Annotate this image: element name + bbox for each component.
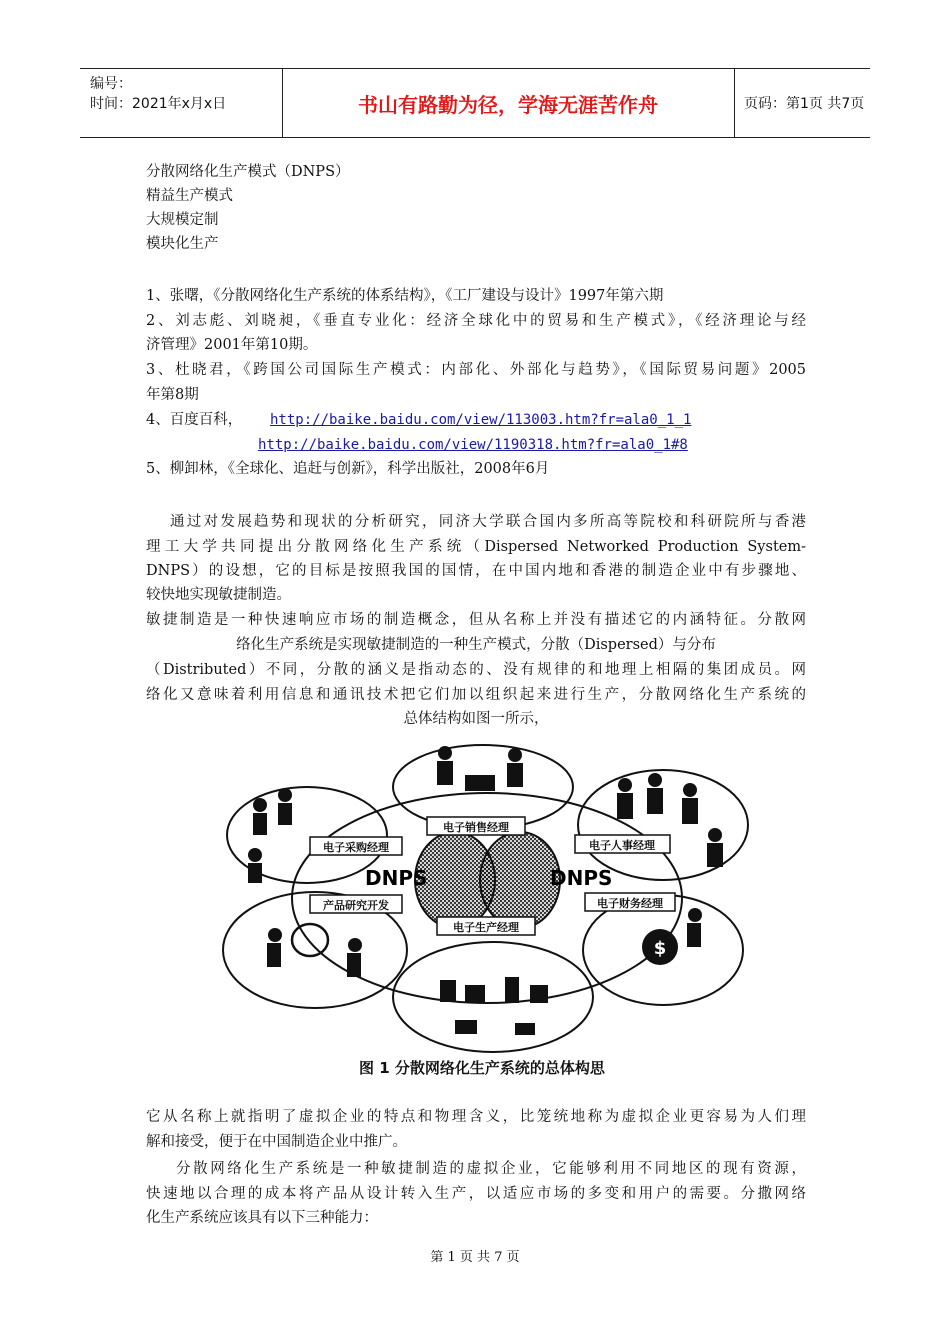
- para4-line-1: 分散网络化生产系统是一种敏捷制造的虚拟企业，它能够利用不同地区的现有资源，: [176, 1161, 806, 1177]
- header-time: 时间：2021年x月x日: [90, 96, 227, 112]
- label-purchase-manager: 电子采购经理: [323, 841, 389, 854]
- para1-line-3: DNPS）的设想，它的目标是按照我国的国情，在中国内地和香港的制造企业中有步骤地、: [146, 563, 806, 579]
- header-page-number: 页码：第1页 共7页: [744, 96, 865, 112]
- reference-4-link-2[interactable]: http://baike.baidu.com/view/1190318.htm?fr=ala0_1#8: [258, 437, 688, 453]
- reference-3-cont: 年第8期: [146, 387, 199, 403]
- dnps-diagram: [215, 735, 750, 1085]
- para2-line-5: 总体结构如图一所示，: [403, 711, 549, 727]
- para1-line-2: 理工大学共同提出分散网络化生产系统（Dispersed Networked Production System-: [146, 539, 806, 555]
- term-modular: 模块化生产: [146, 236, 219, 252]
- reference-3: 3、杜晓君，《跨国公司国际生产模式：内部化、外部化与趋势》，《国际贸易问题》2005: [146, 362, 806, 378]
- para2-line-4: 络化又意味着利用信息和通讯技术把它们加以组织起来进行生产，分散网络化生产系统的: [146, 687, 806, 703]
- para2-line-3: （Distributed）不同，分散的涵义是指动态的、没有规律的和地理上相隔的集团成员。网: [146, 662, 806, 678]
- page-header: [80, 68, 870, 138]
- para1-line-4: 较快地实现敏捷制造。: [146, 587, 291, 603]
- reference-2: 2、刘志彪、刘晓昶，《垂直专业化：经济全球化中的贸易和生产模式》，《经济理论与经: [146, 313, 806, 329]
- para3-line-1: 它从名称上就指明了虚拟企业的特点和物理含义，比笼统地称为虚拟企业更容易为人们理: [146, 1109, 806, 1125]
- dnps-label-right: DNPS: [550, 866, 613, 890]
- dnps-figure: [215, 735, 750, 1085]
- para3-line-2: 解和接受，便于在中国制造企业中推广。: [146, 1134, 407, 1150]
- reference-4-label: 4、百度百科，: [146, 412, 243, 428]
- header-motto: 书山有路勤为径，学海无涯苦作舟: [282, 69, 735, 137]
- figure-caption: 图 1 分散网络化生产系统的总体构思: [359, 1059, 605, 1077]
- reference-5: 5、柳卸林，《全球化、追赶与创新》，科学出版社，2008年6月: [146, 461, 550, 477]
- label-production-manager: 电子生产经理: [453, 921, 519, 934]
- page-footer: 第 1 页 共 7 页: [430, 1250, 520, 1265]
- para2-line-1: 敏捷制造是一种快速响应市场的制造概念，但从名称上并没有描述它的内涵特征。分散网: [146, 612, 806, 628]
- label-sales-manager: 电子销售经理: [443, 821, 509, 834]
- label-hr-manager: 电子人事经理: [589, 839, 655, 852]
- term-lean: 精益生产模式: [146, 188, 233, 204]
- term-mass-customization: 大规模定制: [146, 212, 219, 228]
- header-meta: [80, 69, 283, 137]
- label-finance-manager: 电子财务经理: [597, 897, 663, 910]
- dnps-label-left: DNPS: [365, 866, 428, 890]
- term-dnps: 分散网络化生产模式（DNPS）: [146, 164, 350, 180]
- label-rnd: 产品研究开发: [323, 899, 389, 912]
- money-symbol: $: [653, 938, 667, 959]
- para2-line-2: 络化生产系统是实现敏捷制造的一种生产模式，分散（Dispersed）与分布: [236, 637, 716, 653]
- para4-line-2: 快速地以合理的成本将产品从设计转入生产，以适应市场的多变和用户的需要。分撒网络: [146, 1186, 806, 1202]
- para4-line-3: 化生产系统应该具有以下三种能力：: [146, 1210, 378, 1226]
- para1-line-1: 通过对发展趋势和现状的分析研究，同济大学联合国内多所高等院校和科研院所与香港: [170, 514, 806, 530]
- header-number: 编号：: [90, 76, 132, 92]
- reference-2-cont: 济管理》2001年第10期。: [146, 337, 318, 353]
- reference-1: 1、张曙，《分散网络化生产系统的体系结构》，《工厂建设与设计》1997年第六期: [146, 288, 664, 304]
- reference-4-link-1[interactable]: http://baike.baidu.com/view/113003.htm?fr=ala0_1_1: [270, 412, 692, 428]
